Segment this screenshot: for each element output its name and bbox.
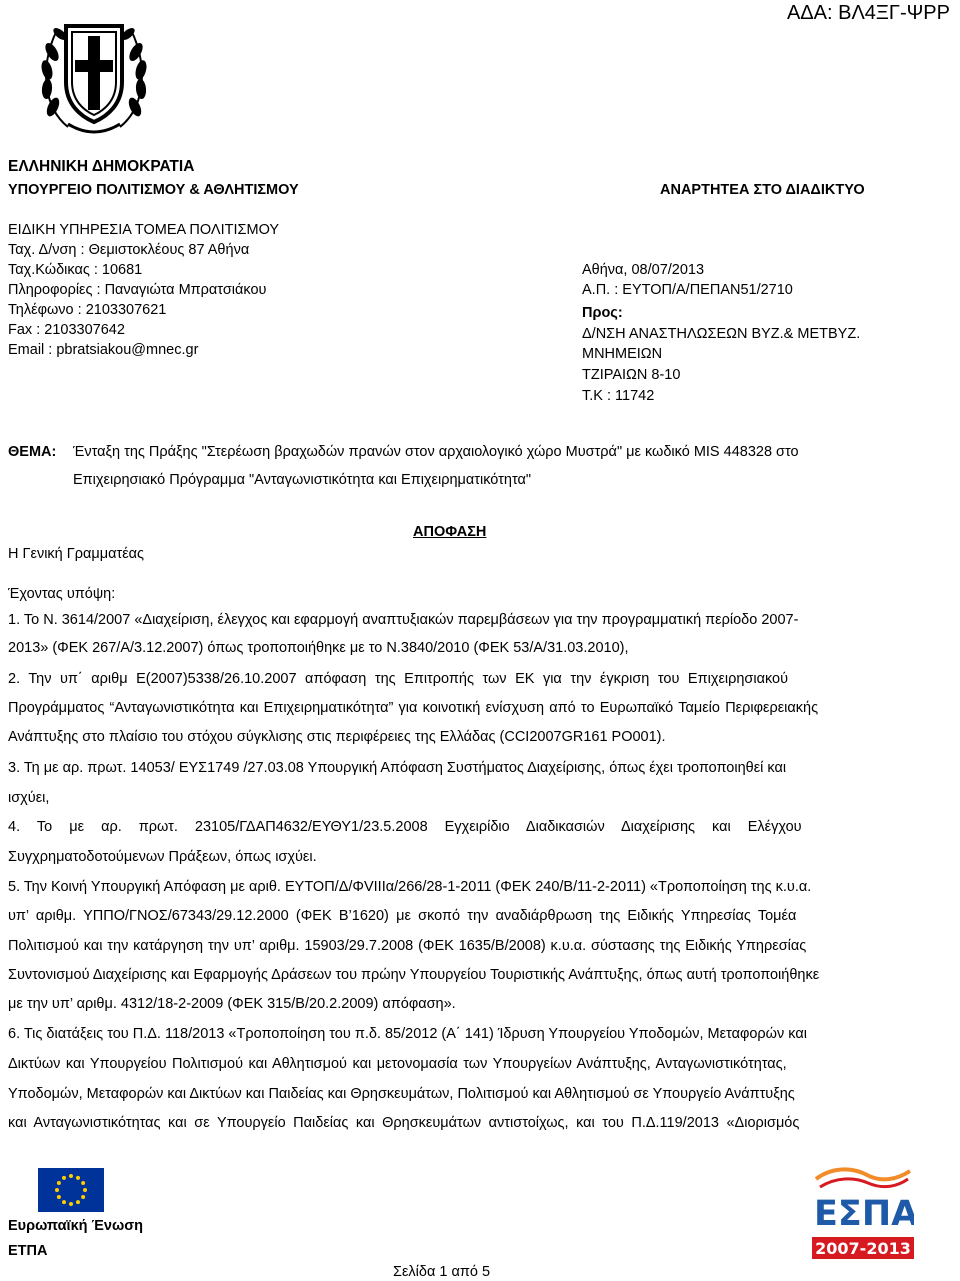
recipient-line-1: Δ/ΝΣΗ ΑΝΑΣΤΗΛΩΣΕΩΝ ΒΥΖ.& ΜΕΤΒΥΖ. bbox=[582, 326, 861, 342]
eu-star bbox=[81, 1181, 85, 1185]
greek-emblem-icon bbox=[38, 12, 150, 146]
eu-star bbox=[69, 1202, 73, 1206]
body-line: ισχύει, bbox=[8, 790, 50, 806]
body-line: με την υπ’ αριθμ. 4312/18-2-2009 (ΦΕΚ 315/Β/20.2.2009) απόφαση». bbox=[8, 996, 456, 1012]
protocol-number: Α.Π. : ΕΥΤΟΠ/Α/ΠΕΠΑΝ51/2710 bbox=[582, 282, 793, 298]
svg-text:ΕΣΠΑ: ΕΣΠΑ bbox=[814, 1194, 914, 1234]
body-line: Συγχρηματοδοτούμενων Πράξεων, όπως ισχύει. bbox=[8, 849, 317, 865]
fax: Fax : 2103307642 bbox=[8, 322, 125, 338]
postcode: Ταχ.Κώδικας : 10681 bbox=[8, 262, 143, 278]
body-line: Προγράμματος “Ανταγωνιστικότητα και Επιχειρηματικότητα” για κοινοτική ενίσχυση από το Ευρωπαϊκό Ταμείο Περιφερειακής bbox=[8, 700, 819, 716]
contact-person: Πληροφορίες : Παναγιώτα Μπρατσιάκου bbox=[8, 282, 267, 298]
ministry-name: ΥΠΟΥΡΓΕΙΟ ΠΟΛΙΤΙΣΜΟΥ & ΑΘΛΗΤΙΣΜΟΥ bbox=[8, 182, 299, 198]
eu-star bbox=[83, 1188, 87, 1192]
body-line: 3. Τη με αρ. πρωτ. 14053/ ΕΥΣ1749 /27.03.08 Υπουργική Απόφαση Συστήματος Διαχείρισης, όπως έχει τροποποιηθεί και bbox=[8, 760, 787, 776]
recipient-line-3: ΤΖΙΡΑΙΩΝ 8-10 bbox=[582, 367, 681, 383]
address: Ταχ. Δ/νση : Θεμιστοκλέους 87 Αθήνα bbox=[8, 242, 250, 258]
body-line: Δικτύων και Υπουργείου Πολιτισμού και Αθλητισμού και μετονομασία των Υπουργείων Ανάπτυξης, Ανταγωνιστικότητας, bbox=[8, 1056, 787, 1072]
eu-star bbox=[57, 1195, 61, 1199]
body-line: Συντονισμού Διαχείρισης και Εφαρμογής Δράσεων του πρώην Υπουργείου Τουριστικής Ανάπτυξης, όπως αυτή τροποποιήθηκε bbox=[8, 967, 820, 983]
publish-notice: ΑΝΑΡΤΗΤΕΑ ΣΤΟ ΔΙΑΔΙΚΤΥΟ bbox=[660, 182, 865, 198]
eu-star bbox=[69, 1174, 73, 1178]
body-line: 6. Τις διατάξεις του Π.Δ. 118/2013 «Τροποποίηση του π.δ. 85/2012 (Α΄ 141) Ίδρυση Υπουργείου Υποδομών, Μεταφορών και bbox=[8, 1026, 807, 1042]
body-line: 5. Την Κοινή Υπουργική Απόφαση με αριθ. ΕΥΤΟΠ/Δ/ΦVIIIα/266/28-1-2011 (ΦΕΚ 240/Β/11-2-2011) «Τροποποίηση της κ.υ.α. bbox=[8, 879, 812, 895]
body-line: υπ’ αριθμ. ΥΠΠΟ/ΓΝΟΣ/67343/29.12.2000 (ΦΕΚ Β’1620) με σκοπό την αναδιάρθρωση της Ειδικής Υπηρεσίας Τομέα bbox=[8, 908, 797, 924]
eu-star bbox=[62, 1200, 66, 1204]
erdf-label: ΕΤΠΑ bbox=[8, 1243, 48, 1259]
service-name: ΕΙΔΙΚΗ ΥΠΗΡΕΣΙΑ ΤΟΜΕΑ ΠΟΛΙΤΙΣΜΟΥ bbox=[8, 222, 280, 238]
eu-flag-icon bbox=[38, 1168, 104, 1216]
ada-code: ΑΔΑ: ΒΛ4ΞΓ-ΨΡΡ bbox=[786, 2, 950, 24]
secretary-general: Η Γενική Γραμματέας bbox=[8, 546, 145, 562]
to-label: Προς: bbox=[582, 305, 623, 321]
body-line: 2. Την υπ΄ αριθμ Ε(2007)5338/26.10.2007 απόφαση της Επιτροπής των ΕΚ για την έγκριση του Επιχειρησιακού bbox=[8, 671, 789, 687]
recipient-line-2: ΜΝΗΜΕΙΩΝ bbox=[582, 346, 663, 362]
eu-star bbox=[62, 1176, 66, 1180]
subject-line-2: Επιχειρησιακό Πρόγραμμα "Ανταγωνιστικότητα και Επιχειρηματικότητα" bbox=[73, 472, 531, 488]
body-line: 4. Το με αρ. πρωτ. 23105/ΓΔΑΠ4632/ΕΥΘΥ1/23.5.2008 Εγχειρίδιο Διαδικασιών Διαχείρισης και Ελέγχου bbox=[8, 819, 802, 835]
body-line: 2013» (ΦΕΚ 267/Α/3.12.2007) όπως τροποποιήθηκε με το Ν.3840/2010 (ΦΕΚ 53/Α/31.03.2010), bbox=[8, 640, 629, 656]
body-line: και Ανταγωνιστικότητας και σε Υπουργείο Παιδείας και Θρησκευμάτων αντιστοίχως, και του Π.Δ.119/2013 «Διορισμός bbox=[8, 1115, 800, 1131]
decision-title: ΑΠΟΦΑΣΗ bbox=[413, 524, 487, 540]
email: Email : pbratsiakou@mnec.gr bbox=[8, 342, 199, 358]
eu-star bbox=[76, 1200, 80, 1204]
svg-text:2007-2013: 2007-2013 bbox=[815, 1239, 911, 1258]
document-date: Αθήνα, 08/07/2013 bbox=[582, 262, 705, 278]
eu-star bbox=[55, 1188, 59, 1192]
having-regard: Έχοντας υπόψη: bbox=[8, 586, 116, 602]
eu-star bbox=[76, 1176, 80, 1180]
phone: Τηλέφωνο : 2103307621 bbox=[8, 302, 167, 318]
recipient-line-4: Τ.Κ : 11742 bbox=[582, 388, 655, 404]
body-line: Ανάπτυξης στο πλαίσιο του στόχου σύγκλισης στις περιφέρειες της Ελλάδας (CCI2007GR161 PO001). bbox=[8, 729, 666, 745]
body-line: Πολιτισμού και την κατάργηση την υπ’ αριθμ. 15903/29.7.2008 (ΦΕΚ 1635/Β/2008) κ.υ.α. σύστασης της Ειδικής Υπηρεσίας bbox=[8, 938, 807, 954]
eu-star bbox=[57, 1181, 61, 1185]
body-line: 1. Το Ν. 3614/2007 «Διαχείριση, έλεγχος και εφαρμογή αναπτυξιακών παρεμβάσεων για την προγραμματική περίοδο 2007- bbox=[8, 612, 799, 628]
subject-label: ΘΕΜΑ: bbox=[8, 444, 57, 460]
page-number: Σελίδα 1 από 5 bbox=[393, 1264, 491, 1280]
eu-label: Ευρωπαϊκή Ένωση bbox=[8, 1218, 143, 1234]
subject-line-1: Ένταξη της Πράξης "Στερέωση βραχωδών πρανών στον αρχαιολογικό χώρο Μυστρά" με κωδικό MIS 448328 στο bbox=[73, 444, 799, 460]
country-name: ΕΛΛΗΝΙΚΗ ΔΗΜΟΚΡΑΤΙΑ bbox=[8, 158, 195, 175]
eu-star bbox=[81, 1195, 85, 1199]
espa-logo-icon bbox=[812, 1165, 914, 1269]
body-line: Υποδομών, Μεταφορών και Δικτύων και Παιδείας και Θρησκευμάτων, Πολιτισμού και Αθλητισμού σε Υπουργείο Ανάπτυξης bbox=[8, 1086, 795, 1102]
